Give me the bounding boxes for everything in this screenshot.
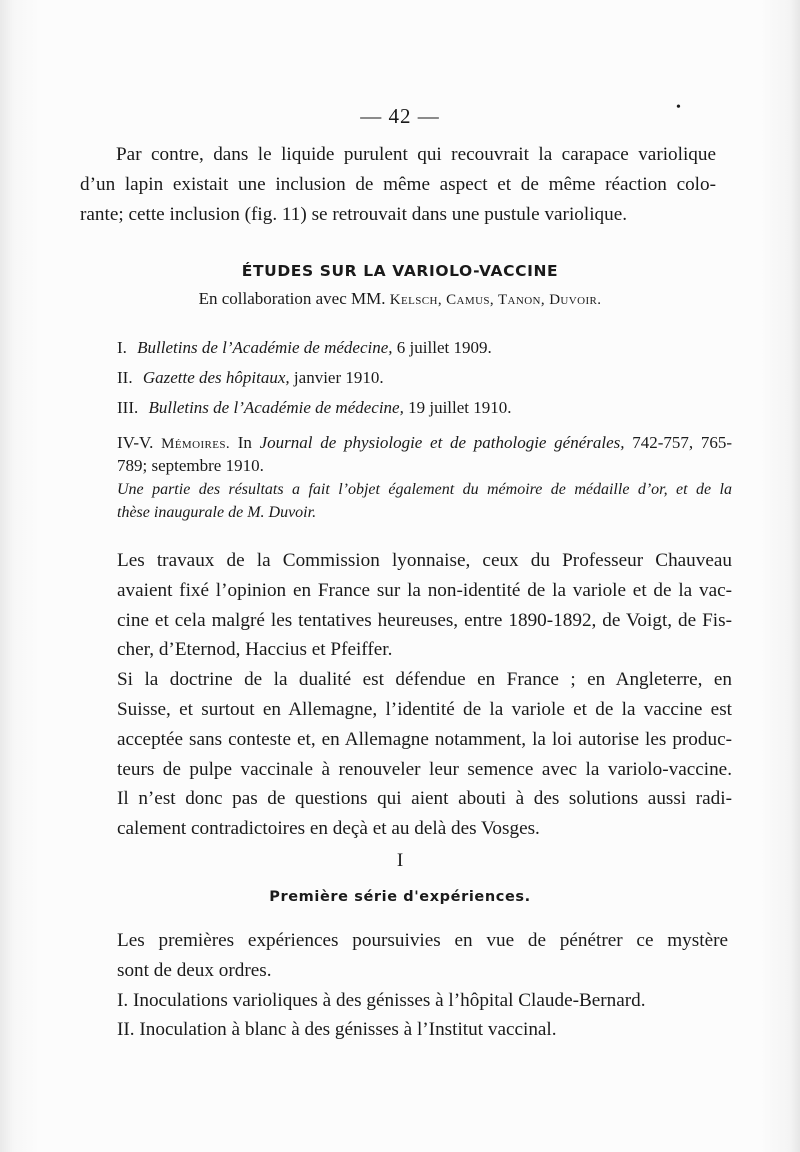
intro-line: Par contre, dans le liquide purulent qui recouvrait la carapace variolique (116, 144, 716, 165)
body-paragraphs (117, 546, 732, 844)
reference-number: II. (117, 368, 133, 387)
page-number: — 42 — (360, 104, 440, 128)
note-line: thèse inaugurale de M. Duvoir. (117, 504, 317, 521)
intro-line: rante; cette inclusion (fig. 11) se retrouvait dans une pustule variolique. (80, 203, 628, 225)
note-line: Une partie des résultats a fait l’objet également du mémoire de médaille d’or, et de la (117, 481, 732, 498)
body-line: teurs de pulpe vaccinale à renouveler leur semence avec la variolo-vaccine. (117, 758, 732, 780)
note-paragraph (117, 478, 732, 524)
final-line: I. Inoculations varioliques à des génisses à l’hôpital Claude-Bernard. (117, 989, 646, 1011)
reference-title: Gazette des hôpitaux, (142, 368, 290, 387)
body-line: calement contradictoires en deçà et au delà des Vosges. (117, 818, 540, 840)
corner-mark: • (676, 100, 681, 115)
memoirs-line: 789; septembre 1910. (117, 456, 264, 475)
section-number: I (396, 850, 404, 871)
reference-date: janvier 1910. (293, 368, 384, 387)
reference-item (117, 338, 492, 358)
reference-item (117, 398, 512, 418)
memoirs-line (117, 432, 732, 455)
memoirs-reference (117, 432, 732, 476)
body-line: Il n’est donc pas de questions qui aient abouti à des solutions aussi radi- (117, 788, 732, 810)
collaborators: Kelsch, Camus, Tanon, Duvoir. (389, 292, 602, 308)
body-line: Les travaux de la Commission lyonnaise, ceux du Professeur Chauveau (117, 550, 732, 571)
reference-title: Bulletins de l’Académie de médecine, (148, 398, 404, 417)
reference-date: 6 juillet 1909. (396, 338, 492, 357)
collaboration-line (0, 289, 800, 309)
final-line: sont de deux ordres. (117, 959, 272, 981)
section-title: Première série d'expériences. (269, 889, 531, 905)
reference-title: Bulletins de l’Académie de médecine, (137, 338, 393, 357)
reference-number: I. (117, 338, 127, 357)
intro-line: d’un lapin existait une inclusion de même aspect et de même réaction colo- (80, 173, 716, 195)
studies-heading: ÉTUDES SUR LA VARIOLO-VACCINE (241, 262, 559, 280)
reference-number: III. (117, 398, 139, 417)
reference-date: 19 juillet 1910. (408, 398, 512, 417)
final-line: II. Inoculation à blanc à des génisses à l’Institut vaccinal. (117, 1019, 557, 1041)
body-line: cine et cela malgré les tentatives heureuses, entre 1890-1892, de Voigt, de Fis- (117, 609, 732, 631)
body-line: Suisse, et surtout en Allemagne, l’identité de la variole et de la vaccine est (117, 698, 732, 720)
reference-number: IV-V. (117, 433, 154, 452)
body-line: acceptée sans conteste et, en Allemagne notamment, la loi autorise les produc- (117, 728, 732, 750)
collaboration-prefix: En collaboration avec MM. (198, 289, 386, 308)
memoirs-journal: Journal de physiologie et de pathologie générales, (259, 433, 625, 452)
memoirs-in: In (237, 433, 252, 452)
memoirs-label: Mémoires. (161, 436, 231, 452)
body-line: cher, d’Eternod, Haccius et Pfeiffer. (117, 639, 393, 661)
final-paragraph (117, 926, 728, 1045)
intro-paragraph (80, 140, 716, 229)
body-line: avaient fixé l’opinion en France sur la non-identité de la variole et de la vac- (117, 579, 732, 601)
final-line: Les premières expériences poursuivies en vue de pénétrer ce mystère (117, 930, 728, 951)
memoirs-pages: 742-757, 765- (632, 433, 732, 452)
body-line: Si la doctrine de la dualité est défendue en France ; en Angleterre, en (117, 669, 732, 691)
reference-item (117, 368, 384, 388)
